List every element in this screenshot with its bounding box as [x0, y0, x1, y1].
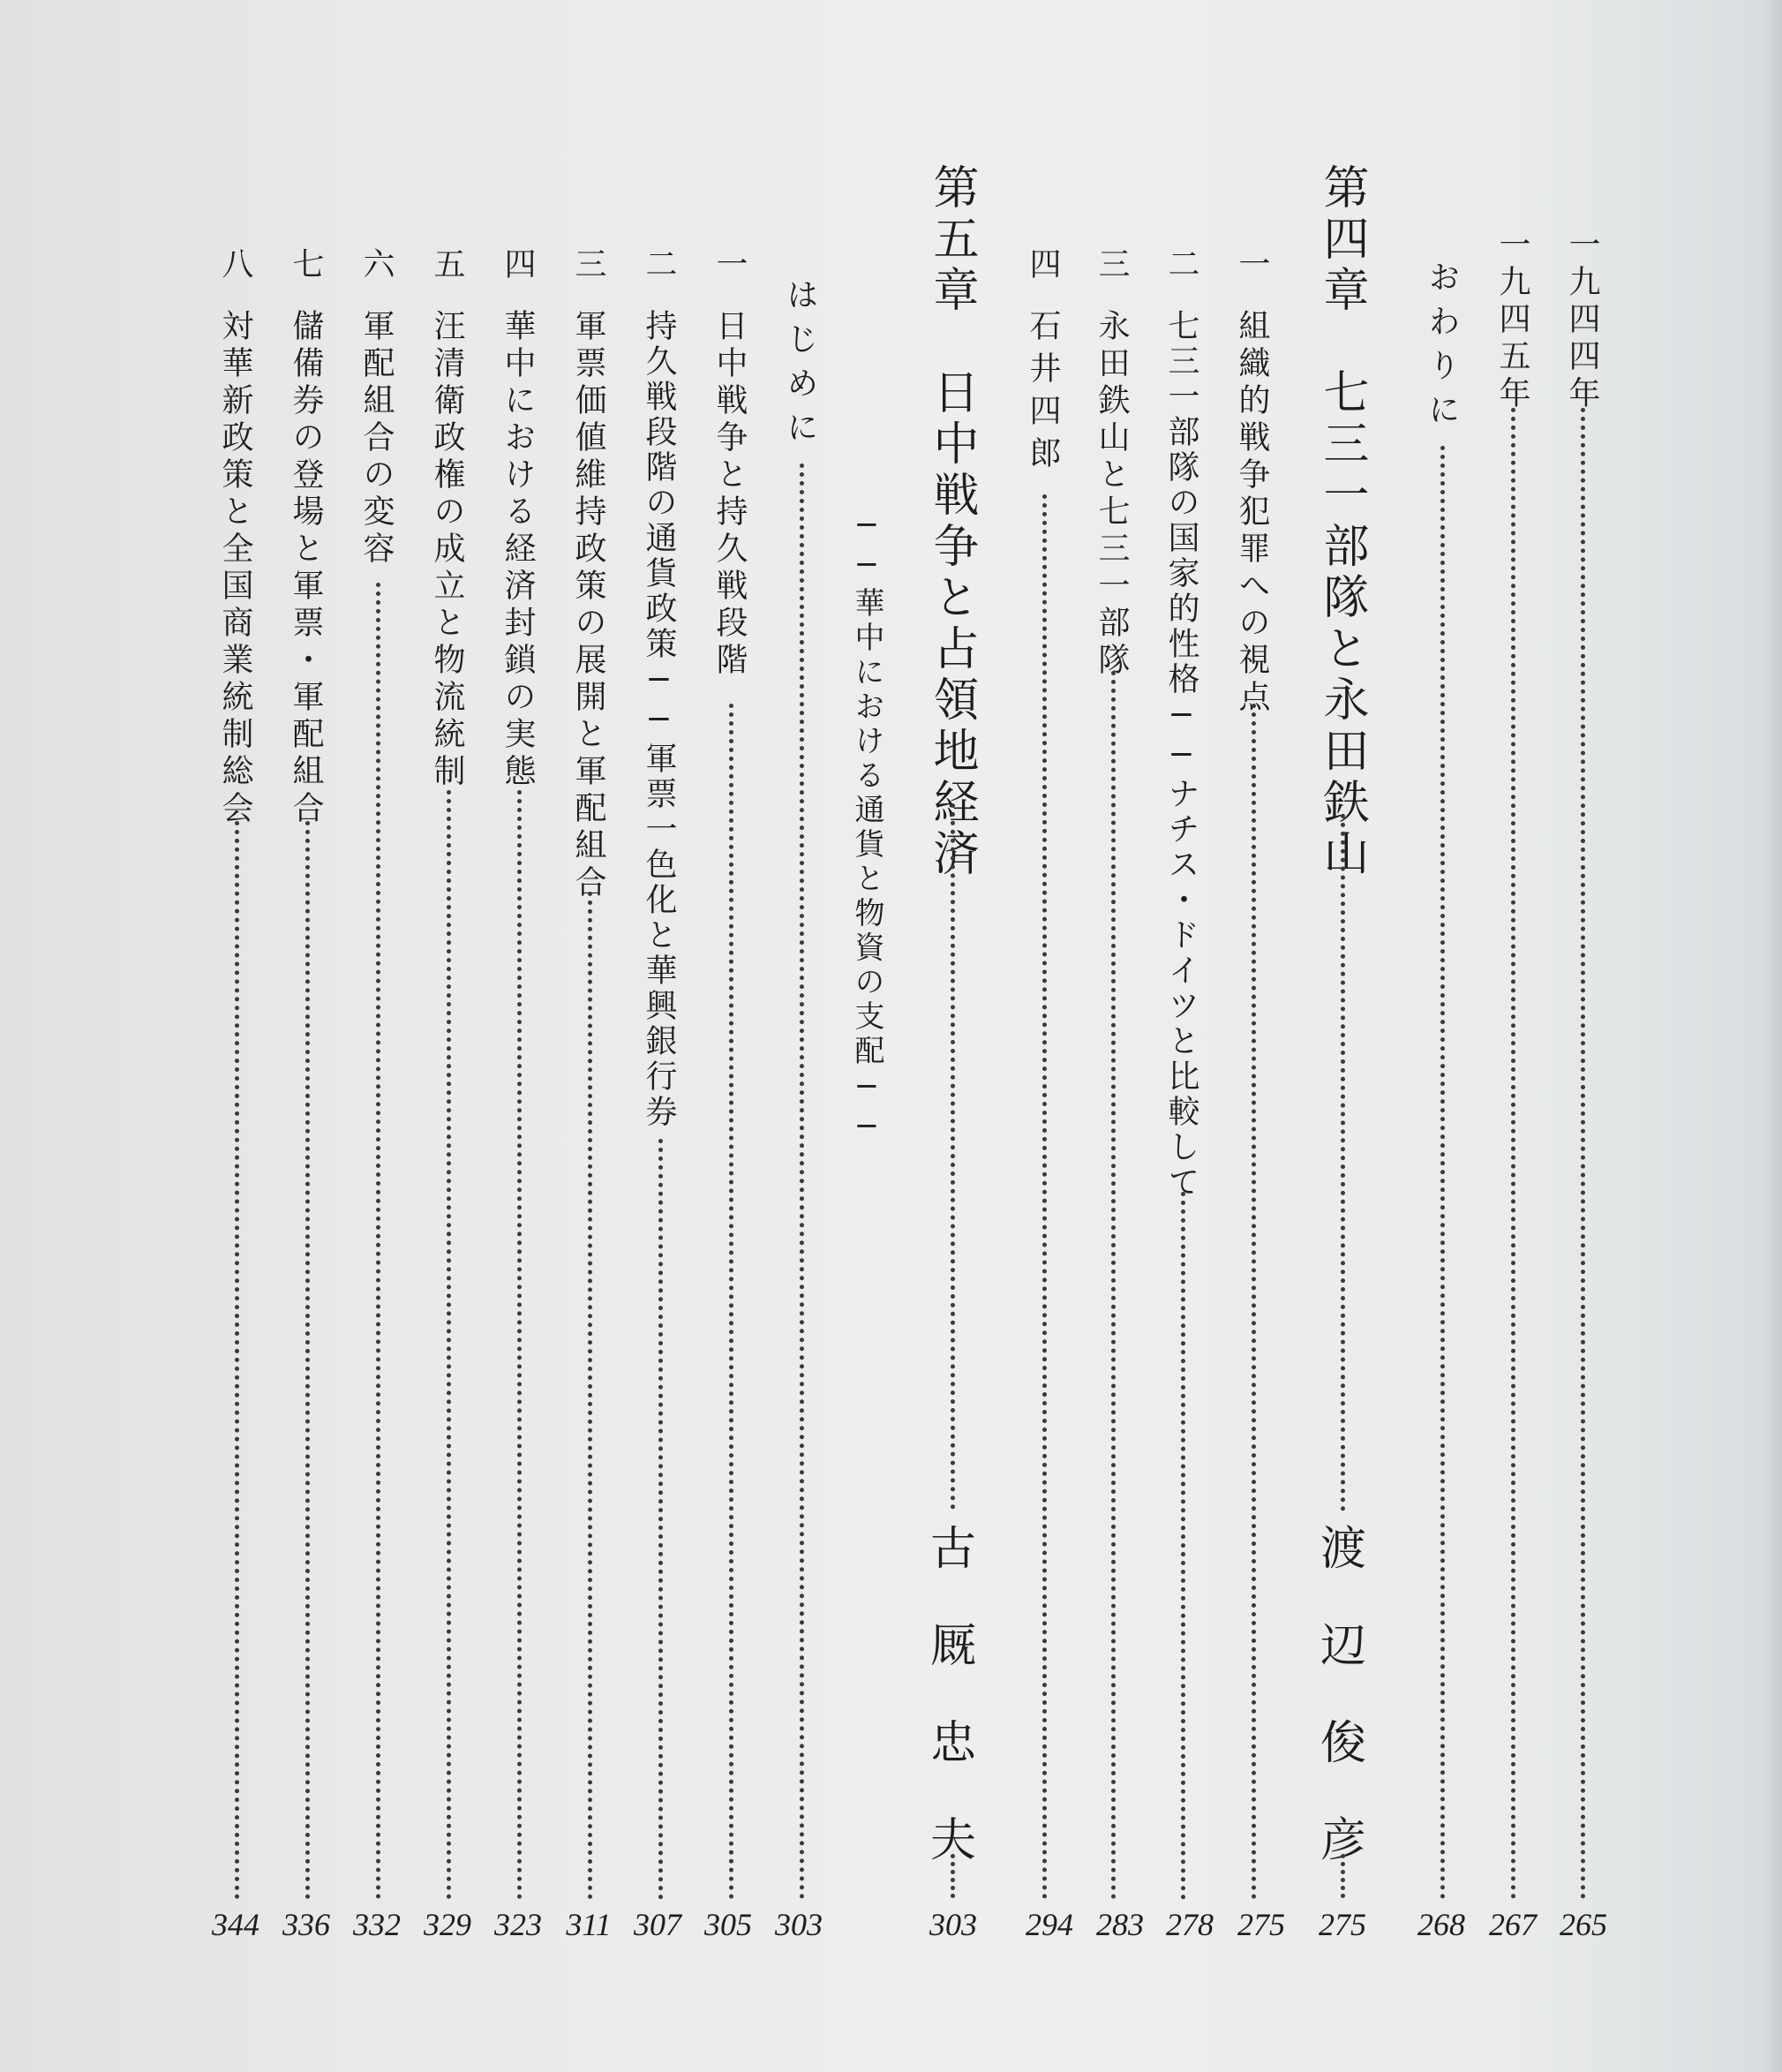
- page-number: 283: [1096, 1907, 1144, 1942]
- page-number: 329: [424, 1907, 471, 1942]
- section-number: 一: [711, 247, 748, 284]
- page-number: 307: [634, 1907, 681, 1942]
- entry-title: 汪清衛政権の成立と物流統制: [429, 309, 465, 791]
- leader-dots: [951, 1854, 955, 1898]
- section-number: 二: [641, 247, 677, 284]
- page-number: 332: [353, 1907, 401, 1942]
- author-char: 忠: [929, 1717, 976, 1770]
- entry-title: 石井四郎: [1025, 309, 1061, 478]
- entry-title: 持久戦段階の通貨政策──軍票一色化と華興銀行券: [641, 309, 677, 1130]
- leader-dots: [235, 821, 239, 1900]
- section-number: 一: [1234, 247, 1270, 284]
- page-number: 267: [1489, 1907, 1537, 1942]
- page-number: 305: [704, 1907, 752, 1942]
- page-number: 275: [1237, 1907, 1285, 1942]
- page-number: 294: [1026, 1907, 1073, 1942]
- section-number: 二: [1163, 247, 1199, 284]
- leader-dots: [729, 704, 733, 1900]
- author-char: 夫: [929, 1814, 976, 1867]
- leader-dots: [1440, 446, 1445, 1900]
- leader-dots: [1341, 1854, 1345, 1898]
- leader-dots: [1341, 814, 1345, 1511]
- entry-title: 永田鉄山と七三一部隊: [1094, 309, 1130, 680]
- leader-dots: [305, 821, 310, 1900]
- page-number: 265: [1560, 1907, 1607, 1942]
- leader-dots: [800, 463, 804, 1900]
- page-number: 275: [1319, 1907, 1366, 1942]
- author-char: 古: [929, 1523, 976, 1576]
- page-number: 336: [282, 1907, 330, 1942]
- leader-dots: [658, 1139, 663, 1900]
- entry-title: 七三一部隊の国家的性格──ナチス・ドイツと比較して: [1163, 309, 1199, 1201]
- subtitle-text: ──華中における通貨と物資の支配──: [849, 508, 884, 1149]
- author-char: 厩: [929, 1620, 976, 1673]
- section-number: 四: [500, 247, 536, 284]
- section-number: 三: [1094, 247, 1130, 284]
- page-number: 323: [494, 1907, 542, 1942]
- chapter-title: 第四章 七三一部隊と永田鉄山: [1315, 163, 1368, 880]
- section-number: 五: [429, 247, 465, 284]
- section-number: 四: [1025, 247, 1061, 284]
- entry-title: 対華新政策と全国商業統制総会: [217, 309, 253, 828]
- leader-dots: [1581, 408, 1585, 1900]
- page-number: 303: [929, 1907, 977, 1942]
- page-number: 278: [1166, 1907, 1214, 1942]
- page-number: 311: [566, 1907, 612, 1942]
- author-char: 俊: [1320, 1717, 1366, 1770]
- entry-title: 日中戦争と持久戦段階: [711, 309, 748, 680]
- leader-dots: [1042, 494, 1047, 1900]
- leader-dots: [951, 803, 955, 1510]
- entry-title: 儲備券の登場と軍票・軍配組合: [288, 309, 324, 828]
- section-number: 六: [358, 247, 395, 284]
- leader-dots: [588, 892, 592, 1900]
- author-char: 彦: [1320, 1814, 1366, 1867]
- author-char: 渡: [1320, 1523, 1366, 1576]
- entry-title: 軍配組合の変容: [358, 309, 395, 569]
- leader-dots: [1181, 1192, 1185, 1900]
- leader-dots: [517, 790, 522, 1900]
- entry-title: はじめに: [782, 278, 818, 455]
- entry-title: 組織的戦争犯罪への視点: [1234, 309, 1270, 717]
- section-number: 三: [570, 247, 606, 284]
- chapter-title: 第五章 日中戦争と占領地経済: [925, 163, 978, 880]
- entry-title: 華中における経済封鎖の実態: [500, 309, 536, 791]
- leader-dots: [1511, 408, 1515, 1900]
- page-number: 344: [212, 1907, 259, 1942]
- leader-dots: [376, 583, 380, 1900]
- leader-dots: [1111, 671, 1116, 1900]
- page-edge-shadow: [1763, 0, 1782, 2072]
- leader-dots: [1252, 704, 1256, 1900]
- section-number: 八: [217, 247, 253, 284]
- section-number: 七: [288, 247, 324, 284]
- leader-dots: [447, 790, 451, 1900]
- entry-title: 軍票価値維持政策の展開と軍配組合: [570, 309, 606, 902]
- author-char: 辺: [1320, 1620, 1366, 1673]
- page-number: 268: [1417, 1907, 1465, 1942]
- entry-title: 一九四四年: [1564, 228, 1600, 413]
- entry-title: おわりに: [1424, 260, 1460, 437]
- entry-title: 一九四五年: [1494, 228, 1530, 413]
- page-number: 303: [775, 1907, 823, 1942]
